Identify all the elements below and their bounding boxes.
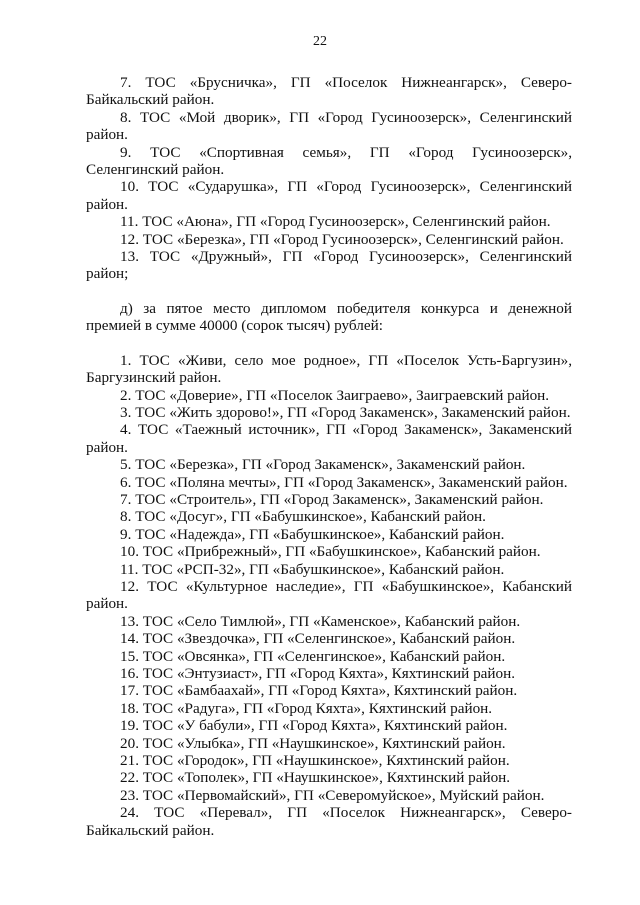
list-item-d-12: 12. ТОС «Культурное наследие», ГП «Бабушкинское», Кабанский район.: [86, 577, 572, 613]
list-item-d-21: 21. ТОС «Городок», ГП «Наушкинское», Кяхтинский район.: [120, 752, 510, 770]
list-item-d-7: 7. ТОС «Строитель», ГП «Город Закаменск», Закаменский район.: [120, 490, 544, 508]
list-item-d-13: 13. ТОС «Село Тимлюй», ГП «Каменское», Кабанский район.: [120, 612, 521, 630]
list-item-d-23: 23. ТОС «Первомайский», ГП «Северомуйское», Муйский район.: [120, 786, 545, 804]
document-body: [86, 74, 572, 839]
list-item-a-11: 11. ТОС «Аюна», ГП «Город Гусиноозерск», Селенгинский район.: [120, 213, 551, 231]
list-item-d-4: 4. ТОС «Таежный источник», ГП «Город Закаменск», Закаменский район.: [86, 421, 572, 456]
list-item-d-3: 3. ТОС «Жить здорово!», ГП «Город Закаменск», Закаменский район.: [120, 403, 571, 421]
page-number: 22: [313, 34, 327, 49]
list-item-d-9: 9. ТОС «Надежда», ГП «Бабушкинское», Кабанский район.: [120, 525, 505, 543]
list-item-d-19: 19. ТОС «У бабули», ГП «Город Кяхта», Кяхтинский район.: [120, 717, 508, 735]
section-d-heading: д) за пятое место дипломом победителя конкурса и денежной премией в сумме 40000 (сорок тысяч) рублей:: [86, 299, 572, 335]
list-item-d-10: 10. ТОС «Прибрежный», ГП «Бабушкинское», Кабанский район.: [120, 543, 541, 561]
list-item-a-9: 9. ТОС «Спортивная семья», ГП «Город Гусиноозерск», Селенгинский район.: [86, 143, 572, 179]
list-item-d-14: 14. ТОС «Звездочка», ГП «Селенгинское», Кабанский район.: [120, 630, 516, 648]
list-item-d-11: 11. ТОС «РСП-32», ГП «Бабушкинское», Кабанский район.: [120, 560, 505, 578]
list-item-a-7: 7. ТОС «Брусничка», ГП «Поселок Нижнеангарск», Северо-Байкальский район.: [86, 74, 572, 109]
list-item-a-13: 13. ТОС «Дружный», ГП «Город Гусиноозерск», Селенгинский район;: [86, 248, 572, 283]
list-item-d-6: 6. ТОС «Поляна мечты», ГП «Город Закаменск», Закаменский район.: [120, 473, 568, 491]
list-item-d-8: 8. ТОС «Досуг», ГП «Бабушкинское», Кабанский район.: [120, 508, 486, 526]
list-item-d-2: 2. ТОС «Доверие», ГП «Поселок Заиграево», Заиграевский район.: [120, 386, 550, 404]
list-item-d-16: 16. ТОС «Энтузиаст», ГП «Город Кяхта», Кяхтинский район.: [120, 665, 516, 682]
list-item-d-5: 5. ТОС «Березка», ГП «Город Закаменск», Закаменский район.: [120, 456, 526, 474]
list-item-d-22: 22. ТОС «Тополек», ГП «Наушкинское», Кяхтинский район.: [120, 769, 511, 787]
list-item-d-18: 18. ТОС «Радуга», ГП «Город Кяхта», Кяхтинский район.: [120, 699, 493, 717]
section-gap: [86, 335, 572, 352]
list-item-d-20: 20. ТОС «Улыбка», ГП «Наушкинское», Кяхтинский район.: [120, 734, 506, 752]
section-gap: [86, 283, 572, 300]
list-item-d-15: 15. ТОС «Овсянка», ГП «Селенгинское», Кабанский район.: [120, 647, 506, 665]
list-item-a-8: 8. ТОС «Мой дворик», ГП «Город Гусиноозерск», Селенгинский район.: [86, 108, 572, 144]
list-item-a-12: 12. ТОС «Березка», ГП «Город Гусиноозерск», Селенгинский район.: [120, 230, 564, 248]
list-item-d-1: 1. ТОС «Живи, село мое родное», ГП «Поселок Усть-Баргузин», Баргузинский район.: [86, 351, 572, 387]
list-item-d-24: 24. ТОС «Перевал», ГП «Поселок Нижнеангарск», Северо-Байкальский район.: [86, 804, 572, 839]
list-item-d-17: 17. ТОС «Бамбаахай», ГП «Город Кяхта», Кяхтинский район.: [120, 682, 518, 700]
list-item-a-10: 10. ТОС «Сударушка», ГП «Город Гусиноозерск», Селенгинский район.: [86, 178, 572, 213]
